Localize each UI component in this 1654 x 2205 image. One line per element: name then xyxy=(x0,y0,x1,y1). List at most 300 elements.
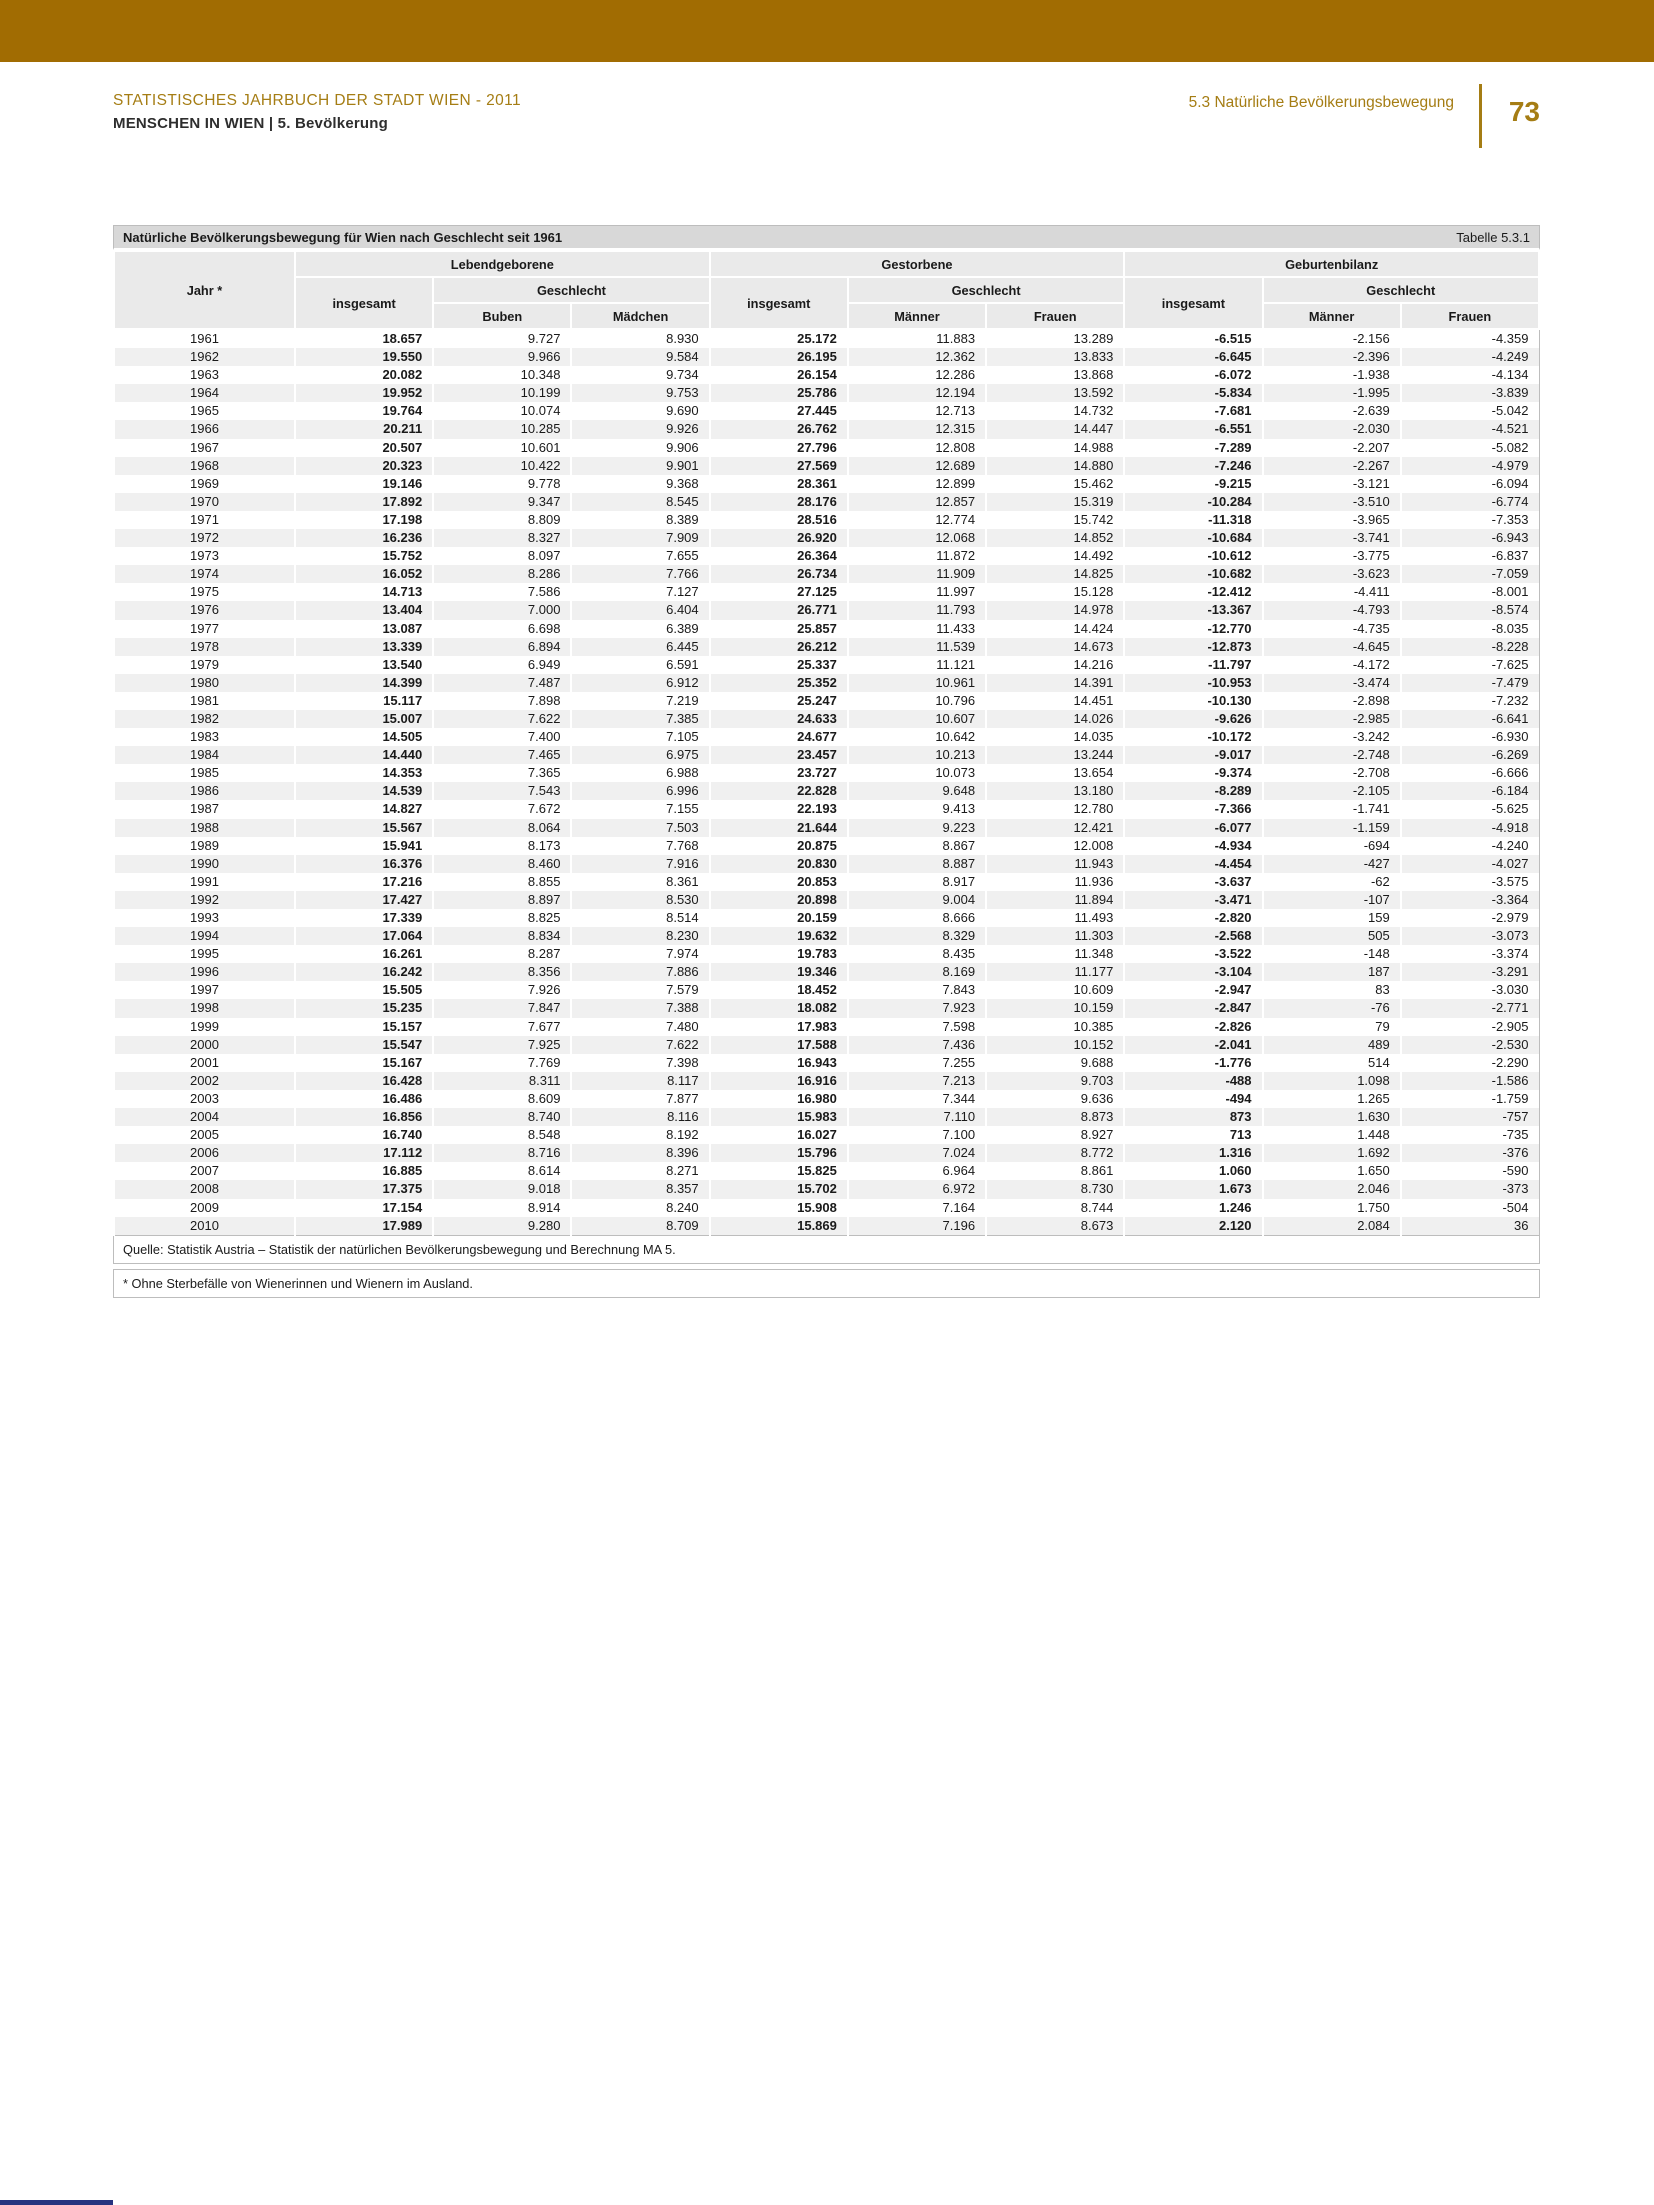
table-row xyxy=(114,493,1539,511)
value-cell: 1.448 xyxy=(1263,1126,1401,1144)
value-cell: 13.404 xyxy=(295,601,433,619)
value-cell: -7.246 xyxy=(1124,457,1262,475)
table-row xyxy=(114,457,1539,475)
value-cell: 25.352 xyxy=(710,674,848,692)
value-cell: -4.249 xyxy=(1401,348,1539,366)
value-cell: 15.869 xyxy=(710,1217,848,1236)
value-cell: 14.391 xyxy=(986,674,1124,692)
value-cell: -4.735 xyxy=(1263,620,1401,638)
value-cell: -9.374 xyxy=(1124,764,1262,782)
value-cell: 7.543 xyxy=(433,782,571,800)
value-cell: 28.176 xyxy=(710,493,848,511)
value-cell: -2.771 xyxy=(1401,999,1539,1017)
value-cell: -2.568 xyxy=(1124,927,1262,945)
value-cell: -10.684 xyxy=(1124,529,1262,547)
table-row xyxy=(114,873,1539,891)
value-cell: 14.978 xyxy=(986,601,1124,619)
value-cell: 8.097 xyxy=(433,547,571,565)
value-cell: 8.287 xyxy=(433,945,571,963)
value-cell: 13.244 xyxy=(986,746,1124,764)
value-cell: 26.734 xyxy=(710,565,848,583)
value-cell: 20.898 xyxy=(710,891,848,909)
value-cell: -3.965 xyxy=(1263,511,1401,529)
value-cell: -3.522 xyxy=(1124,945,1262,963)
value-cell: 20.830 xyxy=(710,855,848,873)
year-cell: 1975 xyxy=(114,583,295,601)
value-cell: -6.774 xyxy=(1401,493,1539,511)
year-cell: 1981 xyxy=(114,692,295,710)
col-header-insgesamt: insgesamt xyxy=(295,277,433,329)
year-cell: 2005 xyxy=(114,1126,295,1144)
value-cell: -2.826 xyxy=(1124,1018,1262,1036)
value-cell: 1.750 xyxy=(1263,1199,1401,1217)
year-cell: 1964 xyxy=(114,384,295,402)
value-cell: -3.104 xyxy=(1124,963,1262,981)
value-cell: 20.875 xyxy=(710,837,848,855)
value-cell: 20.507 xyxy=(295,439,433,457)
value-cell: -4.411 xyxy=(1263,583,1401,601)
value-cell: -6.551 xyxy=(1124,420,1262,438)
value-cell: 11.909 xyxy=(848,565,986,583)
value-cell: -9.626 xyxy=(1124,710,1262,728)
value-cell: 14.852 xyxy=(986,529,1124,547)
value-cell: 17.375 xyxy=(295,1180,433,1198)
value-cell: 16.261 xyxy=(295,945,433,963)
value-cell: 873 xyxy=(1124,1108,1262,1126)
year-cell: 1968 xyxy=(114,457,295,475)
value-cell: 15.825 xyxy=(710,1162,848,1180)
value-cell: -9.215 xyxy=(1124,475,1262,493)
value-cell: 7.877 xyxy=(571,1090,709,1108)
value-cell: 9.690 xyxy=(571,402,709,420)
year-cell: 1967 xyxy=(114,439,295,457)
value-cell: 7.898 xyxy=(433,692,571,710)
value-cell: -10.130 xyxy=(1124,692,1262,710)
value-cell: 7.926 xyxy=(433,981,571,999)
table-row xyxy=(114,1180,1539,1198)
value-cell: 9.753 xyxy=(571,384,709,402)
value-cell: 16.027 xyxy=(710,1126,848,1144)
value-cell: 8.709 xyxy=(571,1217,709,1236)
table-row xyxy=(114,1072,1539,1090)
table-row xyxy=(114,638,1539,656)
value-cell: 9.734 xyxy=(571,366,709,384)
value-cell: 505 xyxy=(1263,927,1401,945)
value-cell: 14.880 xyxy=(986,457,1124,475)
value-cell: 10.601 xyxy=(433,439,571,457)
table-row xyxy=(114,674,1539,692)
value-cell: 10.074 xyxy=(433,402,571,420)
value-cell: 14.827 xyxy=(295,800,433,818)
value-cell: -6.077 xyxy=(1124,819,1262,837)
year-cell: 1962 xyxy=(114,348,295,366)
year-cell: 1993 xyxy=(114,909,295,927)
value-cell: 18.082 xyxy=(710,999,848,1017)
value-cell: 8.389 xyxy=(571,511,709,529)
value-cell: 6.972 xyxy=(848,1180,986,1198)
value-cell: -6.184 xyxy=(1401,782,1539,800)
year-cell: 2007 xyxy=(114,1162,295,1180)
value-cell: 7.766 xyxy=(571,565,709,583)
year-cell: 1998 xyxy=(114,999,295,1017)
year-cell: 1978 xyxy=(114,638,295,656)
table-row xyxy=(114,420,1539,438)
value-cell: 8.867 xyxy=(848,837,986,855)
value-cell: 11.943 xyxy=(986,855,1124,873)
value-cell: -6.930 xyxy=(1401,728,1539,746)
value-cell: 12.774 xyxy=(848,511,986,529)
value-cell: -6.943 xyxy=(1401,529,1539,547)
print-mark xyxy=(0,2200,113,2205)
value-cell: 8.609 xyxy=(433,1090,571,1108)
value-cell: -9.017 xyxy=(1124,746,1262,764)
value-cell: 26.920 xyxy=(710,529,848,547)
value-cell: 2.084 xyxy=(1263,1217,1401,1236)
value-cell: 8.927 xyxy=(986,1126,1124,1144)
value-cell: 10.213 xyxy=(848,746,986,764)
value-cell: 15.167 xyxy=(295,1054,433,1072)
year-cell: 2004 xyxy=(114,1108,295,1126)
value-cell: 14.353 xyxy=(295,764,433,782)
value-cell: 10.159 xyxy=(986,999,1124,1017)
value-cell: 19.764 xyxy=(295,402,433,420)
value-cell: 27.569 xyxy=(710,457,848,475)
table-title-bar xyxy=(113,225,1540,250)
value-cell: 15.128 xyxy=(986,583,1124,601)
value-cell: 14.035 xyxy=(986,728,1124,746)
value-cell: 20.853 xyxy=(710,873,848,891)
table-row xyxy=(114,1126,1539,1144)
value-cell: 13.180 xyxy=(986,782,1124,800)
value-cell: 7.925 xyxy=(433,1036,571,1054)
value-cell: 9.703 xyxy=(986,1072,1124,1090)
value-cell: 17.216 xyxy=(295,873,433,891)
value-cell: 18.452 xyxy=(710,981,848,999)
value-cell: 8.173 xyxy=(433,837,571,855)
value-cell: 17.892 xyxy=(295,493,433,511)
value-cell: 16.943 xyxy=(710,1054,848,1072)
value-cell: 16.376 xyxy=(295,855,433,873)
value-cell: -694 xyxy=(1263,837,1401,855)
value-cell: 19.550 xyxy=(295,348,433,366)
value-cell: 19.346 xyxy=(710,963,848,981)
value-cell: 9.926 xyxy=(571,420,709,438)
col-header-frauen: Frauen xyxy=(986,303,1124,329)
year-cell: 2000 xyxy=(114,1036,295,1054)
value-cell: 11.539 xyxy=(848,638,986,656)
value-cell: -12.770 xyxy=(1124,620,1262,638)
year-cell: 2002 xyxy=(114,1072,295,1090)
value-cell: 159 xyxy=(1263,909,1401,927)
value-cell: 8.772 xyxy=(986,1144,1124,1162)
value-cell: 17.112 xyxy=(295,1144,433,1162)
value-cell: 7.024 xyxy=(848,1144,986,1162)
value-cell: -4.934 xyxy=(1124,837,1262,855)
value-cell: 79 xyxy=(1263,1018,1401,1036)
value-cell: 7.886 xyxy=(571,963,709,981)
value-cell: -3.637 xyxy=(1124,873,1262,891)
year-cell: 2009 xyxy=(114,1199,295,1217)
value-cell: -12.412 xyxy=(1124,583,1262,601)
table-row xyxy=(114,891,1539,909)
table-row xyxy=(114,329,1539,348)
value-cell: -1.741 xyxy=(1263,800,1401,818)
value-cell: 25.786 xyxy=(710,384,848,402)
value-cell: 8.271 xyxy=(571,1162,709,1180)
value-cell: 9.018 xyxy=(433,1180,571,1198)
value-cell: 1.246 xyxy=(1124,1199,1262,1217)
value-cell: -4.645 xyxy=(1263,638,1401,656)
value-cell: -7.625 xyxy=(1401,656,1539,674)
value-cell: -376 xyxy=(1401,1144,1539,1162)
value-cell: 16.486 xyxy=(295,1090,433,1108)
value-cell: 21.644 xyxy=(710,819,848,837)
value-cell: 8.930 xyxy=(571,329,709,348)
value-cell: 7.622 xyxy=(571,1036,709,1054)
table-row xyxy=(114,819,1539,837)
table-row xyxy=(114,692,1539,710)
value-cell: 6.996 xyxy=(571,782,709,800)
value-cell: 16.980 xyxy=(710,1090,848,1108)
value-cell: -2.030 xyxy=(1263,420,1401,438)
value-cell: 10.961 xyxy=(848,674,986,692)
year-cell: 1963 xyxy=(114,366,295,384)
value-cell: 7.579 xyxy=(571,981,709,999)
col-header-year: Jahr * xyxy=(114,251,295,329)
year-cell: 1990 xyxy=(114,855,295,873)
value-cell: -2.267 xyxy=(1263,457,1401,475)
value-cell: 6.912 xyxy=(571,674,709,692)
value-cell: 11.936 xyxy=(986,873,1124,891)
year-cell: 1976 xyxy=(114,601,295,619)
value-cell: 7.398 xyxy=(571,1054,709,1072)
value-cell: 14.505 xyxy=(295,728,433,746)
value-cell: -3.121 xyxy=(1263,475,1401,493)
value-cell: -427 xyxy=(1263,855,1401,873)
value-cell: 17.064 xyxy=(295,927,433,945)
year-cell: 1973 xyxy=(114,547,295,565)
value-cell: 11.872 xyxy=(848,547,986,565)
value-cell: -5.625 xyxy=(1401,800,1539,818)
value-cell: 19.952 xyxy=(295,384,433,402)
col-header-buben: Buben xyxy=(433,303,571,329)
value-cell: -2.905 xyxy=(1401,1018,1539,1036)
value-cell: 15.742 xyxy=(986,511,1124,529)
value-cell: 9.688 xyxy=(986,1054,1124,1072)
value-cell: 23.727 xyxy=(710,764,848,782)
value-cell: 15.462 xyxy=(986,475,1124,493)
table-row xyxy=(114,999,1539,1017)
value-cell: 7.436 xyxy=(848,1036,986,1054)
value-cell: -2.708 xyxy=(1263,764,1401,782)
value-cell: -148 xyxy=(1263,945,1401,963)
value-cell: -1.586 xyxy=(1401,1072,1539,1090)
value-cell: 14.216 xyxy=(986,656,1124,674)
year-cell: 2003 xyxy=(114,1090,295,1108)
value-cell: 6.988 xyxy=(571,764,709,782)
value-cell: 7.388 xyxy=(571,999,709,1017)
value-cell: 8.530 xyxy=(571,891,709,909)
value-cell: 28.361 xyxy=(710,475,848,493)
value-cell: 1.316 xyxy=(1124,1144,1262,1162)
table-title: Natürliche Bevölkerungsbewegung für Wien nach Geschlecht seit 1961 xyxy=(123,229,563,245)
value-cell: 7.923 xyxy=(848,999,986,1017)
value-cell: -3.839 xyxy=(1401,384,1539,402)
value-cell: 12.689 xyxy=(848,457,986,475)
value-cell: 8.117 xyxy=(571,1072,709,1090)
table-row xyxy=(114,656,1539,674)
value-cell: 11.433 xyxy=(848,620,986,638)
table-row xyxy=(114,547,1539,565)
table-row xyxy=(114,855,1539,873)
value-cell: -76 xyxy=(1263,999,1401,1017)
year-cell: 1991 xyxy=(114,873,295,891)
value-cell: -10.612 xyxy=(1124,547,1262,565)
value-cell: 17.154 xyxy=(295,1199,433,1217)
value-cell: -6.645 xyxy=(1124,348,1262,366)
value-cell: 9.966 xyxy=(433,348,571,366)
value-cell: 6.404 xyxy=(571,601,709,619)
value-cell: 8.614 xyxy=(433,1162,571,1180)
value-cell: 1.098 xyxy=(1263,1072,1401,1090)
value-cell: -13.367 xyxy=(1124,601,1262,619)
year-cell: 1972 xyxy=(114,529,295,547)
col-header-maenner: Männer xyxy=(848,303,986,329)
table-row xyxy=(114,1199,1539,1217)
value-cell: 8.396 xyxy=(571,1144,709,1162)
value-cell: -1.938 xyxy=(1263,366,1401,384)
table-row xyxy=(114,402,1539,420)
value-cell: 11.493 xyxy=(986,909,1124,927)
value-cell: 7.768 xyxy=(571,837,709,855)
year-cell: 1997 xyxy=(114,981,295,999)
value-cell: 7.465 xyxy=(433,746,571,764)
value-cell: 15.505 xyxy=(295,981,433,999)
value-cell: 14.451 xyxy=(986,692,1124,710)
value-cell: 8.744 xyxy=(986,1199,1124,1217)
value-cell: -6.641 xyxy=(1401,710,1539,728)
value-cell: 11.997 xyxy=(848,583,986,601)
value-cell: 16.885 xyxy=(295,1162,433,1180)
table-row xyxy=(114,1144,1539,1162)
value-cell: 8.116 xyxy=(571,1108,709,1126)
table-row xyxy=(114,475,1539,493)
value-cell: -5.082 xyxy=(1401,439,1539,457)
table-row xyxy=(114,927,1539,945)
value-cell: -2.396 xyxy=(1263,348,1401,366)
top-accent-bar xyxy=(0,0,1654,62)
value-cell: 9.347 xyxy=(433,493,571,511)
value-cell: 13.833 xyxy=(986,348,1124,366)
table-row xyxy=(114,1054,1539,1072)
value-cell: 8.192 xyxy=(571,1126,709,1144)
value-cell: 22.828 xyxy=(710,782,848,800)
col-header-insgesamt: insgesamt xyxy=(710,277,848,329)
value-cell: 12.315 xyxy=(848,420,986,438)
value-cell: -2.847 xyxy=(1124,999,1262,1017)
value-cell: 8.809 xyxy=(433,511,571,529)
value-cell: 18.657 xyxy=(295,329,433,348)
value-cell: 13.339 xyxy=(295,638,433,656)
value-cell: 8.873 xyxy=(986,1108,1124,1126)
value-cell: 9.368 xyxy=(571,475,709,493)
data-table xyxy=(113,250,1540,1236)
value-cell: -12.873 xyxy=(1124,638,1262,656)
value-cell: 14.424 xyxy=(986,620,1124,638)
value-cell: 10.607 xyxy=(848,710,986,728)
value-cell: -4.918 xyxy=(1401,819,1539,837)
value-cell: 9.413 xyxy=(848,800,986,818)
value-cell: 514 xyxy=(1263,1054,1401,1072)
value-cell: 9.636 xyxy=(986,1090,1124,1108)
value-cell: 1.650 xyxy=(1263,1162,1401,1180)
table-row xyxy=(114,565,1539,583)
value-cell: -2.105 xyxy=(1263,782,1401,800)
year-cell: 1982 xyxy=(114,710,295,728)
table-row xyxy=(114,728,1539,746)
value-cell: 7.155 xyxy=(571,800,709,818)
table-row xyxy=(114,963,1539,981)
value-cell: 26.364 xyxy=(710,547,848,565)
page-number: 73 xyxy=(1508,96,1540,127)
value-cell: 13.540 xyxy=(295,656,433,674)
value-cell: 8.169 xyxy=(848,963,986,981)
value-cell: 7.677 xyxy=(433,1018,571,1036)
value-cell: 12.857 xyxy=(848,493,986,511)
value-cell: -10.682 xyxy=(1124,565,1262,583)
value-cell: 10.199 xyxy=(433,384,571,402)
value-cell: 26.212 xyxy=(710,638,848,656)
value-cell: 7.255 xyxy=(848,1054,986,1072)
table-row xyxy=(114,945,1539,963)
value-cell: 8.855 xyxy=(433,873,571,891)
table-row xyxy=(114,981,1539,999)
value-cell: -2.530 xyxy=(1401,1036,1539,1054)
value-cell: -1.995 xyxy=(1263,384,1401,402)
value-cell: 15.117 xyxy=(295,692,433,710)
value-cell: 7.219 xyxy=(571,692,709,710)
value-cell: 9.906 xyxy=(571,439,709,457)
value-cell: 7.586 xyxy=(433,583,571,601)
value-cell: -3.374 xyxy=(1401,945,1539,963)
value-cell: 8.329 xyxy=(848,927,986,945)
value-cell: 25.247 xyxy=(710,692,848,710)
value-cell: -7.366 xyxy=(1124,800,1262,818)
yearbook-title: STATISTISCHES JAHRBUCH DER STADT WIEN - 2011 xyxy=(113,92,522,109)
value-cell: 1.630 xyxy=(1263,1108,1401,1126)
footnote: * Ohne Sterbefälle von Wienerinnen und Wienern im Ausland. xyxy=(113,1269,1540,1298)
table-row xyxy=(114,800,1539,818)
value-cell: 36 xyxy=(1401,1217,1539,1236)
value-cell: 9.223 xyxy=(848,819,986,837)
value-cell: 7.843 xyxy=(848,981,986,999)
value-cell: 12.780 xyxy=(986,800,1124,818)
value-cell: -6.837 xyxy=(1401,547,1539,565)
value-cell: -2.207 xyxy=(1263,439,1401,457)
value-cell: 6.949 xyxy=(433,656,571,674)
year-cell: 1971 xyxy=(114,511,295,529)
value-cell: -1.759 xyxy=(1401,1090,1539,1108)
value-cell: 2.046 xyxy=(1263,1180,1401,1198)
value-cell: 6.591 xyxy=(571,656,709,674)
value-cell: -11.797 xyxy=(1124,656,1262,674)
value-cell: -373 xyxy=(1401,1180,1539,1198)
year-cell: 1994 xyxy=(114,927,295,945)
table-row xyxy=(114,439,1539,457)
value-cell: 7.105 xyxy=(571,728,709,746)
value-cell: 9.778 xyxy=(433,475,571,493)
value-cell: 7.164 xyxy=(848,1199,986,1217)
